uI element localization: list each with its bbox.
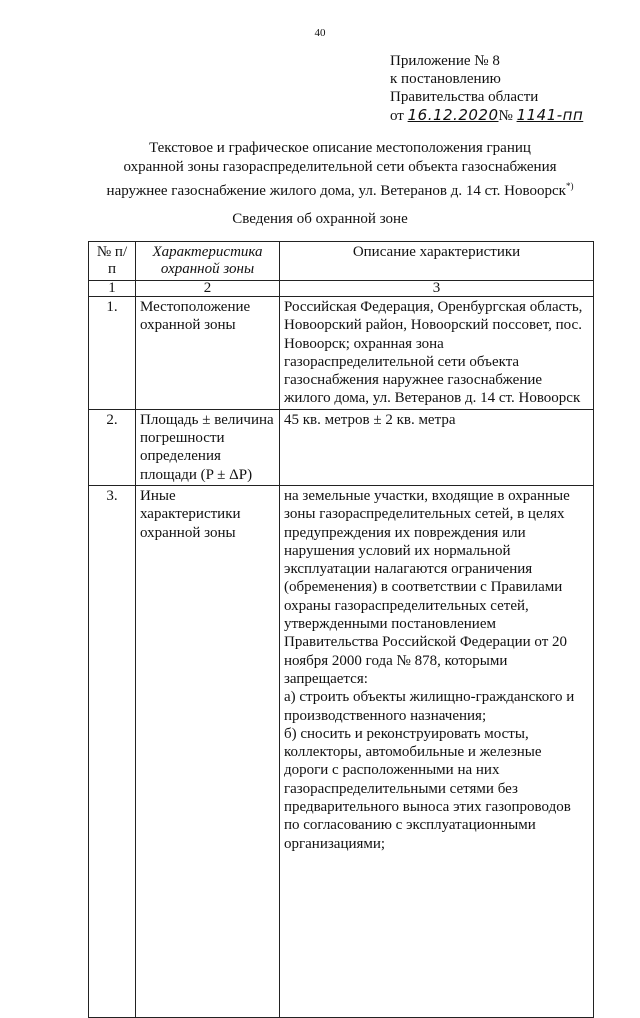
restriction-item: б) сносить и реконструировать мосты, коллекторы, автомобильные и железные дороги с расположенными на них газораспределительными сетями без предварительного выноса этих газопроводов по согласованию с эксплуатационными организациями; <box>284 725 571 852</box>
restriction-item: а) строить объекты жилищно-гражданского и производственного назначения; <box>284 689 575 724</box>
characteristic-description <box>280 485 594 1017</box>
table-row <box>89 409 594 485</box>
column-number: 2 <box>136 281 280 297</box>
column-number: 1 <box>89 281 136 297</box>
row-number: 3. <box>89 485 136 1017</box>
characteristic-name: Иные характеристики охранной зоны <box>136 485 280 1017</box>
handwritten-number: 1141-пп <box>516 106 584 124</box>
handwritten-date: 16.12.2020 <box>407 106 499 124</box>
row-number: 2. <box>89 409 136 485</box>
appendix-block <box>390 52 583 125</box>
document-title <box>60 139 620 201</box>
page-number: 40 <box>314 27 326 39</box>
appendix-date-line <box>390 106 583 125</box>
date-prefix: от <box>390 108 404 124</box>
table-numbering-row <box>89 281 594 297</box>
appendix-line: Приложение № 8 <box>390 53 500 69</box>
number-prefix: № <box>498 108 513 124</box>
table-header-cell: Характеристика охранной зоны <box>136 242 280 281</box>
zone-info-table <box>88 241 594 1018</box>
characteristic-description: Российская Федерация, Оренбургская область, Новоорский район, Новоорский поссовет, пос. Новоорск; охранная зона газораспределительной сети объекта газоснабжения наружнее газоснабжение жилого дома, ул. Ветеранов д. 14 ст. Новоорск <box>280 297 594 410</box>
table-header-cell: Описание характеристики <box>280 242 594 281</box>
title-line: Текстовое и графическое описание местоположения границ <box>149 140 531 156</box>
characteristic-description: 45 кв. метров ± 2 кв. метра <box>280 409 594 485</box>
table-row <box>89 297 594 410</box>
title-line: наружнее газоснабжение жилого дома, ул. Ветеранов д. 14 ст. Новоорск*) <box>106 181 574 199</box>
appendix-line: к постановлению <box>390 71 501 87</box>
footnote-mark: *) <box>565 181 574 191</box>
characteristic-name: Площадь ± величина погрешности определения площади (P ± ΔP) <box>136 409 280 485</box>
appendix-line: Правительства области <box>390 89 539 105</box>
characteristic-name: Местоположение охранной зоны <box>136 297 280 410</box>
title-line: охранной зоны газораспределительной сети объекта газоснабжения <box>123 159 557 175</box>
table-header-cell: № п/п <box>89 242 136 281</box>
table-header-row <box>89 242 594 281</box>
column-number: 3 <box>280 281 594 297</box>
description-text: на земельные участки, входящие в охранные зоны газораспределительных сетей, в целях предупреждения их повреждения или нарушения условий их нормальной эксплуатации налагаются ограничения (обременения) в соответствии с Правилами охраны газораспределительных сетей, утвержденными постановлением Правительства Российской Федерации от 20 ноября 2000 года № 878, которыми запрещается: <box>284 487 570 687</box>
table-row <box>89 485 594 1017</box>
section-subtitle: Сведения об охранной зоне <box>232 211 408 227</box>
row-number: 1. <box>89 297 136 410</box>
